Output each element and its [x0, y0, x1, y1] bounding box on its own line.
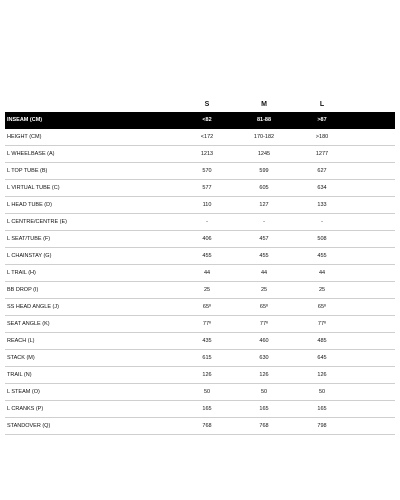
size-l-value: 133 — [317, 202, 327, 208]
row-label: HEIGHT (CM) — [7, 134, 42, 140]
row-label: STANDOVER (Q) — [7, 423, 51, 429]
row-label: L CENTRE/CENTRE (E) — [7, 219, 67, 225]
size-s-value: 165 — [202, 406, 212, 412]
size-s-value: 110 — [202, 202, 212, 208]
table-row — [5, 384, 395, 401]
table-row — [5, 265, 395, 282]
size-m-value: 25 — [260, 287, 268, 293]
table-row — [5, 214, 395, 231]
size-s-value: 435 — [202, 338, 212, 344]
table-row — [5, 180, 395, 197]
table-row — [5, 299, 395, 316]
table-row — [5, 418, 395, 435]
row-label: L VIRTUAL TUBE (C) — [7, 185, 60, 191]
size-s-value: <172 — [200, 134, 214, 140]
table-row — [5, 248, 395, 265]
size-s-value: <82 — [202, 117, 212, 123]
size-s-value: 577 — [202, 185, 212, 191]
table-row — [5, 146, 395, 163]
row-label: SS HEAD ANGLE (J) — [7, 304, 59, 310]
table-row — [5, 333, 395, 350]
size-s-value: 768 — [202, 423, 212, 429]
table-row — [5, 401, 395, 418]
size-m-value: 605 — [259, 185, 269, 191]
size-s-value: - — [206, 219, 208, 225]
size-s-value: 126 — [202, 372, 212, 378]
size-m-value: 455 — [259, 253, 269, 259]
size-s-value: 77º — [202, 321, 212, 327]
table-row — [5, 282, 395, 299]
size-l-value: 645 — [317, 355, 327, 361]
row-label: STACK (M) — [7, 355, 35, 361]
size-l-value: 25 — [318, 287, 326, 293]
table-header-row — [5, 112, 395, 129]
table-row — [5, 350, 395, 367]
size-m-value: 77º — [259, 321, 269, 327]
table-row — [5, 163, 395, 180]
size-m-value: - — [263, 219, 265, 225]
row-label: L HEAD TUBE (D) — [7, 202, 52, 208]
table-row — [5, 316, 395, 333]
size-m-value: 457 — [259, 236, 269, 242]
size-m-heading: M — [261, 101, 267, 108]
size-header — [0, 100, 400, 110]
row-label: L CRANKS (P) — [7, 406, 44, 412]
size-l-value: 627 — [317, 168, 327, 174]
row-label: L TRAIL (H) — [7, 270, 36, 276]
size-m-value: 126 — [259, 372, 269, 378]
row-label: L TOP TUBE (B) — [7, 168, 48, 174]
size-s-value: 65º — [202, 304, 212, 310]
size-l-value: 65º — [317, 304, 327, 310]
size-s-value: 25 — [203, 287, 211, 293]
size-l-value: 50 — [318, 389, 326, 395]
size-m-value: 599 — [259, 168, 269, 174]
size-m-value: 768 — [259, 423, 269, 429]
size-m-value: 460 — [259, 338, 269, 344]
size-s-value: 1213 — [200, 151, 214, 157]
size-s-heading: S — [204, 101, 210, 108]
row-label: TRAIL (N) — [7, 372, 32, 378]
table-row — [5, 129, 395, 146]
size-s-value: 570 — [202, 168, 212, 174]
row-label: L STEAM (O) — [7, 389, 40, 395]
size-l-value: - — [321, 219, 323, 225]
row-label: INSEAM (CM) — [7, 117, 43, 123]
size-m-value: 630 — [259, 355, 269, 361]
row-label: L SEAT/TUBE (F) — [7, 236, 51, 242]
size-s-value: 50 — [203, 389, 211, 395]
table-row — [5, 367, 395, 384]
size-m-value: 165 — [259, 406, 269, 412]
size-l-value: 485 — [317, 338, 327, 344]
row-label: BB DROP (I) — [7, 287, 39, 293]
row-label: REACH (L) — [7, 338, 35, 344]
size-m-value: 1245 — [257, 151, 271, 157]
size-l-value: 44 — [318, 270, 326, 276]
size-s-value: 44 — [203, 270, 211, 276]
table-row — [5, 197, 395, 214]
size-l-value: 508 — [317, 236, 327, 242]
geometry-table — [5, 112, 395, 435]
size-m-value: 81-88 — [256, 117, 272, 123]
size-l-value: 77º — [317, 321, 327, 327]
table-row — [5, 231, 395, 248]
size-l-value: 634 — [317, 185, 327, 191]
size-s-value: 455 — [202, 253, 212, 259]
size-m-value: 50 — [260, 389, 268, 395]
size-m-value: 65º — [259, 304, 269, 310]
row-label: L WHEELBASE (A) — [7, 151, 55, 157]
size-l-value: 165 — [317, 406, 327, 412]
row-label: L CHAINSTAY (G) — [7, 253, 52, 259]
size-m-value: 44 — [260, 270, 268, 276]
size-l-value: 798 — [317, 423, 327, 429]
size-l-value: >180 — [315, 134, 329, 140]
size-l-value: 455 — [317, 253, 327, 259]
row-label: SEAT ANGLE (K) — [7, 321, 50, 327]
size-l-value: 1277 — [315, 151, 329, 157]
size-l-value: >87 — [317, 117, 327, 123]
size-m-value: 127 — [259, 202, 269, 208]
size-m-value: 170-182 — [253, 134, 275, 140]
size-l-heading: L — [319, 101, 325, 108]
size-l-value: 126 — [317, 372, 327, 378]
size-s-value: 615 — [202, 355, 212, 361]
size-s-value: 406 — [202, 236, 212, 242]
